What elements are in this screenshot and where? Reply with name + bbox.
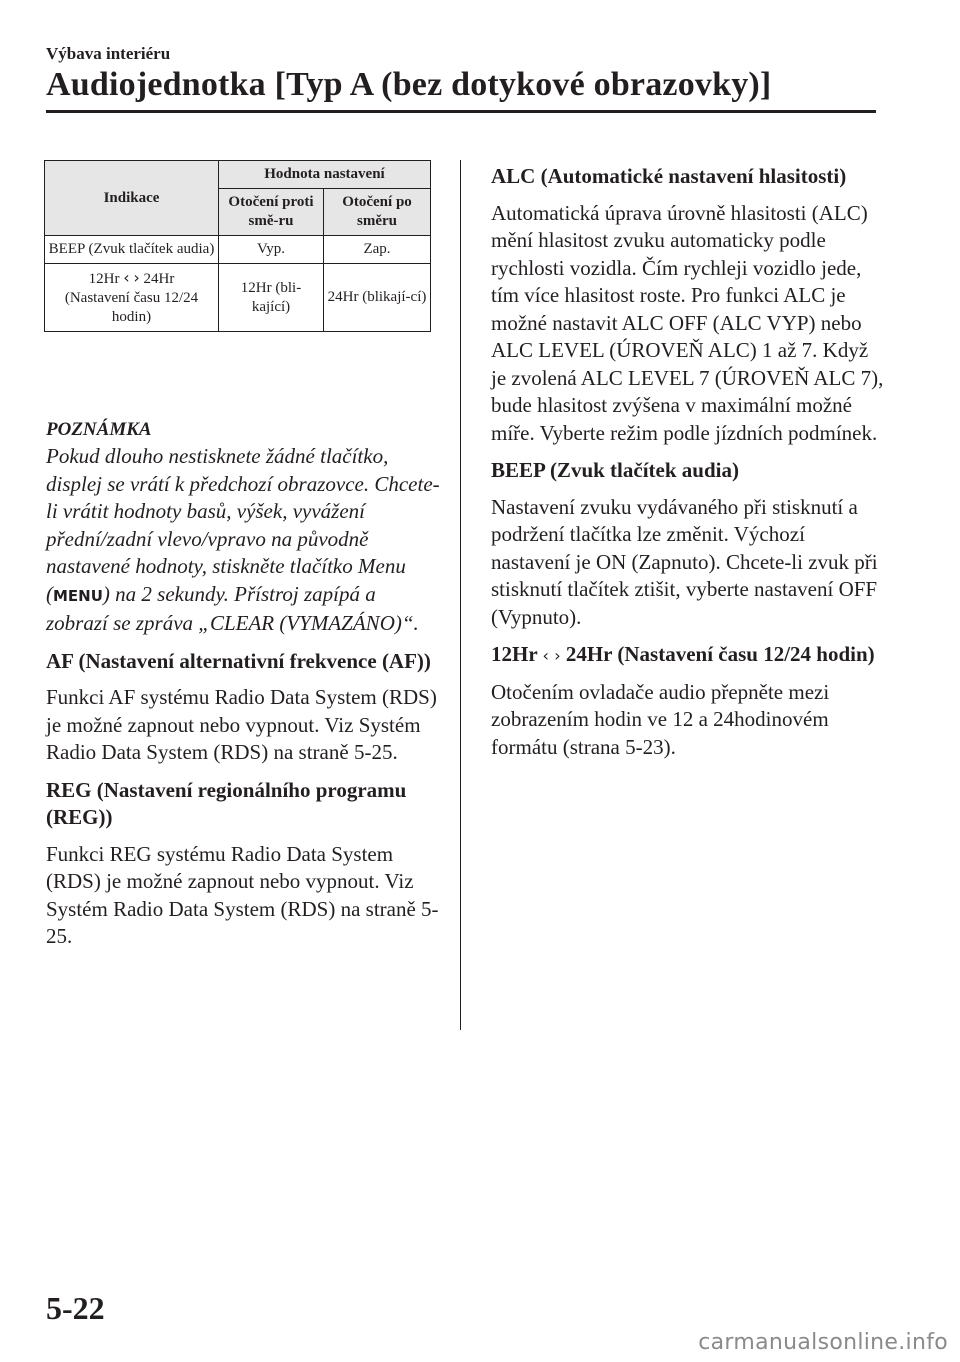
table-cell-ccw: 12Hr (bli-kající)	[219, 264, 324, 332]
clock-heading-rest: 24Hr (Nastavení času 12/24 hodin)	[565, 642, 875, 666]
section-heading-beep: BEEP (Zvuk tlačítek audia)	[491, 458, 739, 482]
column-divider	[460, 160, 461, 1030]
menu-button-glyph: MENU	[53, 586, 103, 605]
section-heading-reg: REG (Nastavení regionálního programu (REG))	[46, 777, 407, 829]
section-body-af: Funkci AF systému Radio Data System (RDS) je možné zapnout nebo vypnout. Viz Systém Radio Data System (RDS) na straně 5-25.	[46, 685, 437, 764]
section-body-clock: Otočením ovladače audio přepněte mezi zobrazením hodin ve 12 a 24hodinovém formátu (strana 5-23).	[491, 679, 830, 759]
table-cell-indication: BEEP (Zvuk tlačítek audia)	[45, 236, 219, 264]
section-heading-af: AF (Nastavení alternativní frekvence (AF))	[46, 648, 431, 673]
section-label: Výbava interiéru	[46, 44, 171, 63]
table-header-indication: Indikace	[45, 161, 219, 236]
note-text-before: Pokud dlouho nestisknete žádné tlačítko, displej se vrátí k předchozí obrazovce. Chcete-li vrátit hodnoty basů, výšek, vyvážení přední/zadní vlevo/vpravo na původně nastavené hodnoty, stiskněte tlačítko Menu (	[46, 444, 440, 606]
left-column	[46, 416, 441, 961]
settings-table	[44, 160, 431, 332]
table-cell-cw: 24Hr (blikají-cí)	[324, 264, 431, 332]
title-rule	[46, 110, 876, 113]
page-title: Audiojednotka [Typ A (bez dotykové obrazovky)]	[46, 66, 772, 103]
section-body-reg: Funkci REG systému Radio Data System (RDS) je možné zapnout nebo vypnout. Viz Systém Radio Data System (RDS) na straně 5-25.	[46, 841, 439, 948]
chevron-left-icon: ‹	[123, 268, 130, 287]
table-cell-cw: Zap.	[324, 236, 431, 264]
indication-24hr: 24Hr	[143, 271, 175, 287]
note-text-after: ) na 2 sekundy. Přístroj zapípá a zobrazí se zpráva „CLEAR (VYMAZÁNO)“.	[46, 581, 419, 635]
section-body-alc: Automatická úprava úrovně hlasitosti (ALC) mění hlasitost zvuku automaticky podle rychlosti vozidla. Čím rychleji vozidlo jede, tím více hlasitost roste. Pro funkci ALC je možné nastavit ALC OFF (ALC VYP) nebo ALC LEVEL (ÚROVEŇ ALC) 1 až 7. Když je zvolená ALC LEVEL 7 (ÚROVEŇ ALC 7), bude hlasitost zvýšena v maximální možné míře. Vyberte režim podle jízdních podmínek.	[491, 200, 884, 445]
chevron-right-icon: ›	[554, 646, 561, 665]
note-text	[46, 443, 441, 638]
clock-heading-12hr: 12Hr	[491, 642, 538, 666]
table-cell-indication	[45, 264, 219, 332]
table-row	[45, 236, 431, 264]
table-header-row	[45, 161, 431, 189]
watermark: carmanualsonline.info	[698, 1330, 948, 1355]
table-header-cw: Otočení po směru	[324, 189, 431, 236]
indication-12hr: 12Hr	[88, 271, 120, 287]
table-cell-ccw: Vyp.	[219, 236, 324, 264]
indication-description: (Nastavení času 12/24 hodin)	[64, 290, 199, 325]
section-heading-clock	[491, 641, 886, 670]
section-heading-alc: ALC (Automatické nastavení hlasitosti)	[491, 164, 847, 188]
table-header-ccw: Otočení proti smě-ru	[219, 189, 324, 236]
table-row	[45, 264, 431, 332]
table-header-setting-value: Hodnota nastavení	[219, 161, 431, 189]
page-number: 5-22	[46, 1290, 105, 1326]
right-column	[491, 163, 886, 771]
section-body-beep: Nastavení zvuku vydávaného při stisknutí a podržení tlačítka lze změnit. Výchozí nastavení je ON (Zapnuto). Chcete-li zvuk při stisknutí tlačítek ztišit, vyberte nastavení OFF (Vypnuto).	[491, 494, 878, 629]
chevron-left-icon: ‹	[542, 646, 549, 665]
chevron-right-icon: ›	[133, 268, 140, 287]
note-heading: POZNÁMKA	[46, 419, 152, 440]
